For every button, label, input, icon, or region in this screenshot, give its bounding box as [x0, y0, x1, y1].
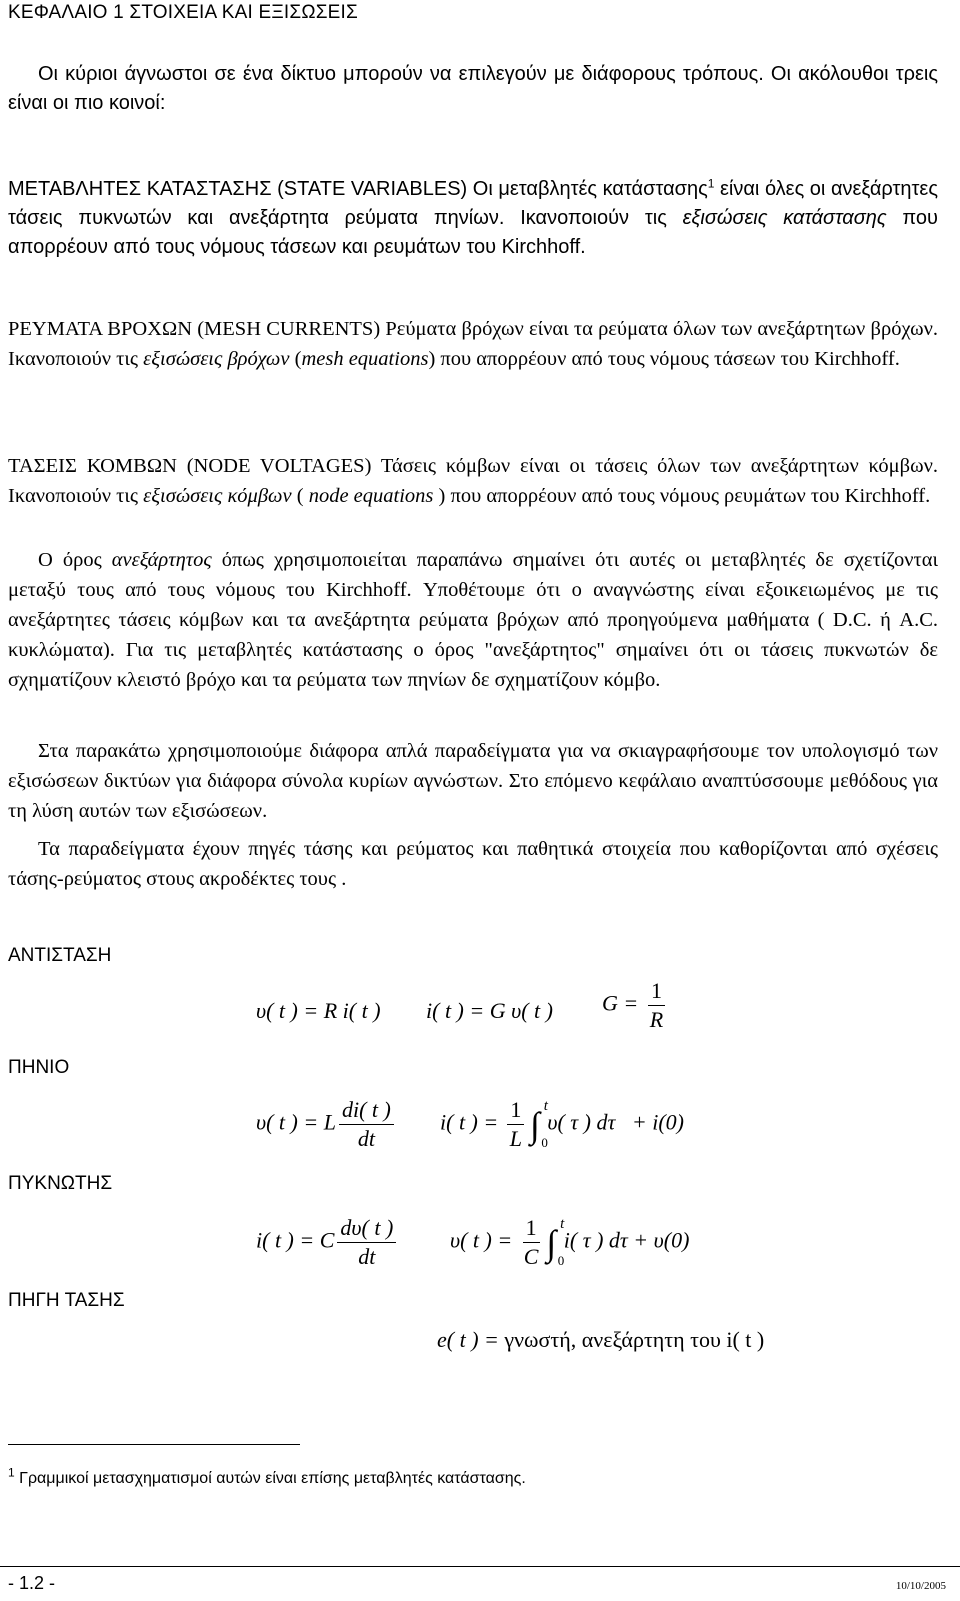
integral-sign-icon: ∫ t 0: [546, 1215, 565, 1268]
capacitor-integrand: i( τ ) dτ: [563, 1227, 628, 1253]
voltage-source-lhs: e( t ) =: [437, 1327, 505, 1352]
mesh-equations-term: εξισώσεις βρόχων: [143, 348, 290, 370]
node-equations-term: εξισώσεις κόμβων: [143, 485, 292, 507]
capacitor-coefficient-denominator: C: [523, 1244, 539, 1269]
voltage-source-equation: [437, 1327, 764, 1353]
inductor-integrand: υ( τ ) dτ: [547, 1109, 616, 1135]
sources-paragraph: Τα παραδείγματα έχουν πηγές τάσης και ρεύματος και παθητικά στοιχεία που καθορίζονται από σχέσεις τάσης-ρεύματος στους ακροδέκτες τους .: [8, 838, 938, 890]
inductor-eq1-lhs: υ( t ) = L: [256, 1109, 336, 1135]
mesh-equations-english: mesh equations: [301, 348, 429, 370]
capacitor-integral-lower-limit: 0: [557, 1252, 565, 1268]
independent-term: ανεξάρτητος: [111, 549, 212, 571]
label-voltage-source: ΠΗΓΗ ΤΑΣΗΣ: [8, 1290, 125, 1311]
label-inductor: ΠΗΝΙΟ: [8, 1057, 70, 1078]
conductance-numerator: 1: [648, 978, 665, 1006]
capacitor-eq1-lhs: i( t ) = C: [256, 1227, 335, 1253]
inductor-eq2-lhs: i( t ) =: [440, 1109, 504, 1135]
mesh-text-1: ΡΕΥΜΑΤΑ ΒΡΟΧΩΝ (MESH CURRENTS) Ρεύματα βρόχων είναι τα ρεύματα όλων των ανεξάρτητων βρόχων. Ικανοποιούν τις: [8, 318, 938, 370]
footer-date: 10/10/2005: [895, 1580, 946, 1592]
inductor-derivative-fraction: [339, 1097, 394, 1152]
resistor-ohm-equation: [256, 998, 381, 1024]
label-resistor: ΑΝΤΙΣΤΑΣΗ: [8, 945, 112, 966]
capacitor-coefficient-fraction: [521, 1215, 542, 1270]
inductor-voltage-equation: [256, 1097, 397, 1152]
capacitor-derivative-denominator: dt: [358, 1244, 376, 1269]
conductance-denominator: R: [649, 1007, 664, 1032]
state-equations-term: εξισώσεις κατάστασης: [682, 207, 887, 229]
footnote-separator: [8, 1444, 300, 1445]
capacitor-voltage-equation: [450, 1215, 689, 1270]
capacitor-eq2-lhs: υ( t ) =: [450, 1227, 518, 1253]
page-number: - 1.2 -: [8, 1573, 56, 1593]
term-text-1: Ο όρος: [38, 549, 112, 571]
capacitor-integral-upper-limit: t: [560, 1215, 565, 1232]
node-text-2: (: [291, 485, 309, 507]
label-capacitor: ΠΥΚΝΩΤΗΣ: [8, 1173, 113, 1194]
conductance-lhs: G =: [602, 990, 644, 1016]
resistor-eq1-lhs: υ( t ) =: [256, 998, 324, 1023]
resistor-eq1-rhs: R i( t ): [323, 998, 381, 1023]
conductance-definition: [602, 978, 669, 1033]
footnote: [8, 1465, 526, 1488]
examples-paragraph: Στα παρακάτω χρησιμοποιούμε διάφορα απλά παραδείγματα για να σκιαγραφήσουμε τον υπολογισμό των εξισώσεων δικτύων για διάφορα σύνολα κυρίων αγνώστων. Στο επόμενο κεφάλαιο αναπτύσσουμε μεθόδους για τη λύση αυτών των εξισώσεων.: [8, 740, 938, 822]
node-equations-english: node equations: [308, 485, 434, 507]
voltage-source-rhs: γνωστή, ανεξάρτητη του i( t ): [504, 1327, 765, 1352]
resistor-eq2-rhs: G υ( t ): [489, 998, 553, 1023]
state-vars-text-3: που απορρέουν από τους νόμους τάσεων και ρευμάτων του Kirchhoff.: [8, 207, 938, 258]
running-header: ΚΕΦΑΛΑΙΟ 1 ΣΤΟΙΧΕΙΑ ΚΑΙ ΕΞΙΣΩΣΕΙΣ: [8, 2, 358, 23]
capacitor-current-equation: [256, 1215, 399, 1270]
inductor-derivative-denominator: dt: [357, 1126, 375, 1151]
resistor-eq2-lhs: i( t ) =: [426, 998, 490, 1023]
footnote-text: Γραμμικοί μετασχηματισμοί αυτών είναι επίσης μεταβλητές κατάστασης.: [14, 1470, 526, 1487]
state-vars-text-2: είναι όλες οι ανεξάρτητες τάσεις πυκνωτών και ανεξάρτητα ρεύματα πηνίων. Ικανοποιούν τις: [8, 178, 938, 229]
footnote-mark: 1: [8, 1465, 15, 1480]
term-text-2: όπως χρησιμοποιείται παραπάνω σημαίνει ότι αυτές οι μεταβλητές δε σχετίζονται μεταξύ τους από τους νόμους του Kirchhoff. Υποθέτουμε ότι ο αναγνώστης είναι εξοικειωμένος με τις ανεξάρτητες τάσεις κόμβων και τα ανεξάρτητα ρεύματα βρόχων από προηγούμενα μαθήματα ( D.C. ή A.C. κυκλώματα). Για τις μεταβλητές κατάστασης ο όρος "ανεξάρτητος" σημαίνει ότι οι τάσεις πυκνωτών δε σχηματίζουν κλειστό βρόχο και τα ρεύματα των πηνίων δε σχηματίζουν κόμβο.: [8, 549, 938, 691]
inductor-current-equation: [440, 1097, 684, 1152]
conductance-fraction: [647, 978, 666, 1033]
capacitor-derivative-fraction: [337, 1215, 396, 1270]
mesh-text-2: (: [289, 348, 302, 370]
inductor-coefficient-denominator: L: [509, 1126, 522, 1151]
node-text-3: ) που απορρέουν από τους νόμους ρευμάτων του Kirchhoff.: [433, 485, 931, 507]
inductor-coefficient-fraction: [507, 1097, 525, 1152]
intro-paragraph: Οι κύριοι άγνωστοι σε ένα δίκτυο μπορούν να επιλεγούν με διάφορους τρόπους. Οι ακόλουθοι τρεις είναι οι πιο κοινοί:: [8, 63, 938, 114]
footnote-reference: 1: [707, 176, 715, 191]
node-text-1: ΤΑΣΕΙΣ ΚΟΜΒΩΝ (NODE VOLTAGES) Τάσεις κόμβων είναι οι τάσεις όλων των ανεξάρτητων κόμβων. Ικανοποιούν τις: [8, 455, 938, 507]
integral-sign-icon: ∫ t 0: [529, 1097, 548, 1150]
mesh-text-3: ) που απορρέουν από τους νόμους τάσεων του Kirchhoff.: [428, 348, 900, 370]
inductor-integral-upper-limit: t: [543, 1097, 548, 1114]
state-variables-paragraph: [8, 175, 938, 262]
footer-rule: [0, 1566, 960, 1567]
capacitor-initial-voltage: + υ(0): [633, 1227, 690, 1253]
node-voltages-paragraph: [8, 451, 938, 511]
independent-term-paragraph: [8, 545, 938, 695]
inductor-derivative-numerator: di( t ): [339, 1097, 394, 1125]
inductor-initial-current: + i(0): [631, 1109, 684, 1135]
mesh-currents-paragraph: [8, 314, 938, 374]
capacitor-coefficient-numerator: 1: [523, 1215, 540, 1243]
resistor-conductance-equation: [426, 998, 553, 1024]
inductor-coefficient-numerator: 1: [507, 1097, 524, 1125]
capacitor-derivative-numerator: dυ( t ): [337, 1215, 396, 1243]
state-vars-text-1: ΜΕΤΑΒΛΗΤΕΣ ΚΑΤΑΣΤΑΣΗΣ (STATE VARIABLES) Οι μεταβλητές κατάστασης: [8, 178, 708, 200]
inductor-integral-lower-limit: 0: [541, 1134, 548, 1150]
